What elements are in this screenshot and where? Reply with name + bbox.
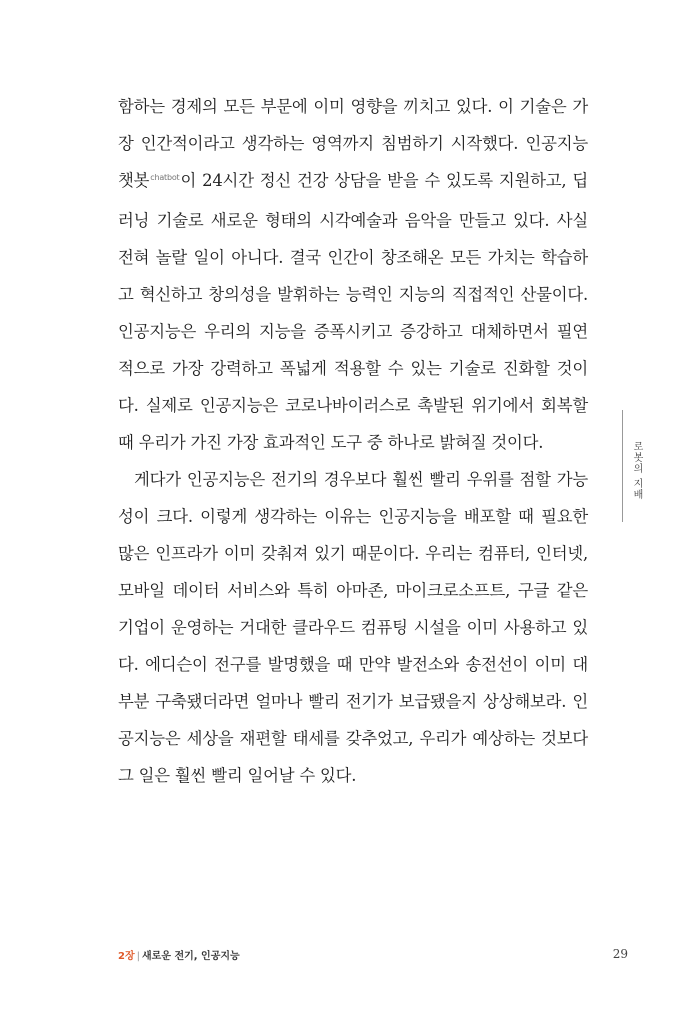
text-line: 전혀 놀랄 일이 아니다. 결국 인간이 창조해온 모든 가치는 학습하 (118, 248, 588, 267)
text-line-rest: 이 24시간 정신 건강 상담을 받을 수 있도록 지원하고, 딥 (180, 171, 588, 190)
text-line: 모바일 데이터 서비스와 특히 아마존, 마이크로소프트, 구글 같은 (118, 581, 588, 600)
chapter-title: 새로운 전기, 인공지능 (142, 951, 240, 962)
text-line: 기업이 운영하는 거대한 클라우드 컴퓨팅 시설을 이미 사용하고 있 (118, 618, 588, 637)
text-line: 적으로 가장 강력하고 폭넓게 적용할 수 있는 기술로 진화할 것이 (118, 359, 588, 378)
text-line: 많은 인프라가 이미 갖춰져 있기 때문이다. 우리는 컴퓨터, 인터넷, (118, 544, 588, 563)
text-line: 장 인간적이라고 생각하는 영역까지 침범하기 시작했다. 인공지능 (118, 134, 588, 153)
text-line: 부분 구축됐더라면 얼마나 빨리 전기가 보급됐을지 상상해보라. 인 (118, 692, 588, 711)
page-number: 29 (612, 947, 628, 961)
side-section-label: 로봇의 지배 (631, 441, 642, 501)
text-line: 러닝 기술로 새로운 형태의 시각예술과 음악을 만들고 있다. 사실 (118, 211, 588, 230)
text-line: 성이 크다. 이렇게 생각하는 이유는 인공지능을 배포할 때 필요한 (118, 507, 588, 526)
text-line: 함하는 경제의 모든 부문에 이미 영향을 끼치고 있다. 이 기술은 가 (118, 97, 588, 116)
text-line: 고 혁신하고 창의성을 발휘하는 능력인 지능의 직접적인 산물이다. (118, 285, 588, 304)
chatbot-gloss: chatbot (150, 173, 180, 182)
footer-separator: | (136, 951, 140, 962)
text-line: 다. 실제로 인공지능은 코로나바이러스로 촉발된 위기에서 회복할 (118, 396, 588, 415)
text-line: 게다가 인공지능은 전기의 경우보다 훨씬 빨리 우위를 점할 가능 (134, 470, 588, 489)
page-footer (118, 947, 628, 963)
text-line: 다. 에디슨이 전구를 발명했을 때 만약 발전소와 송전선이 이미 대 (118, 655, 588, 674)
text-line: 공지능은 세상을 재편할 태세를 갖추었고, 우리가 예상하는 것보다 (118, 729, 588, 748)
body-text (118, 88, 588, 794)
text-line: 그 일은 훨씬 빨리 일어날 수 있다. (118, 766, 357, 785)
text-line (118, 162, 588, 202)
text-line: 인공지능은 우리의 지능을 증폭시키고 증강하고 대체하면서 필연 (118, 322, 588, 341)
text-line: 때 우리가 가진 가장 효과적인 도구 중 하나로 밝혀질 것이다. (118, 433, 544, 452)
chatbot-term: 챗봇 (118, 171, 150, 190)
chapter-number: 2장 (118, 951, 135, 962)
side-divider (622, 410, 623, 522)
